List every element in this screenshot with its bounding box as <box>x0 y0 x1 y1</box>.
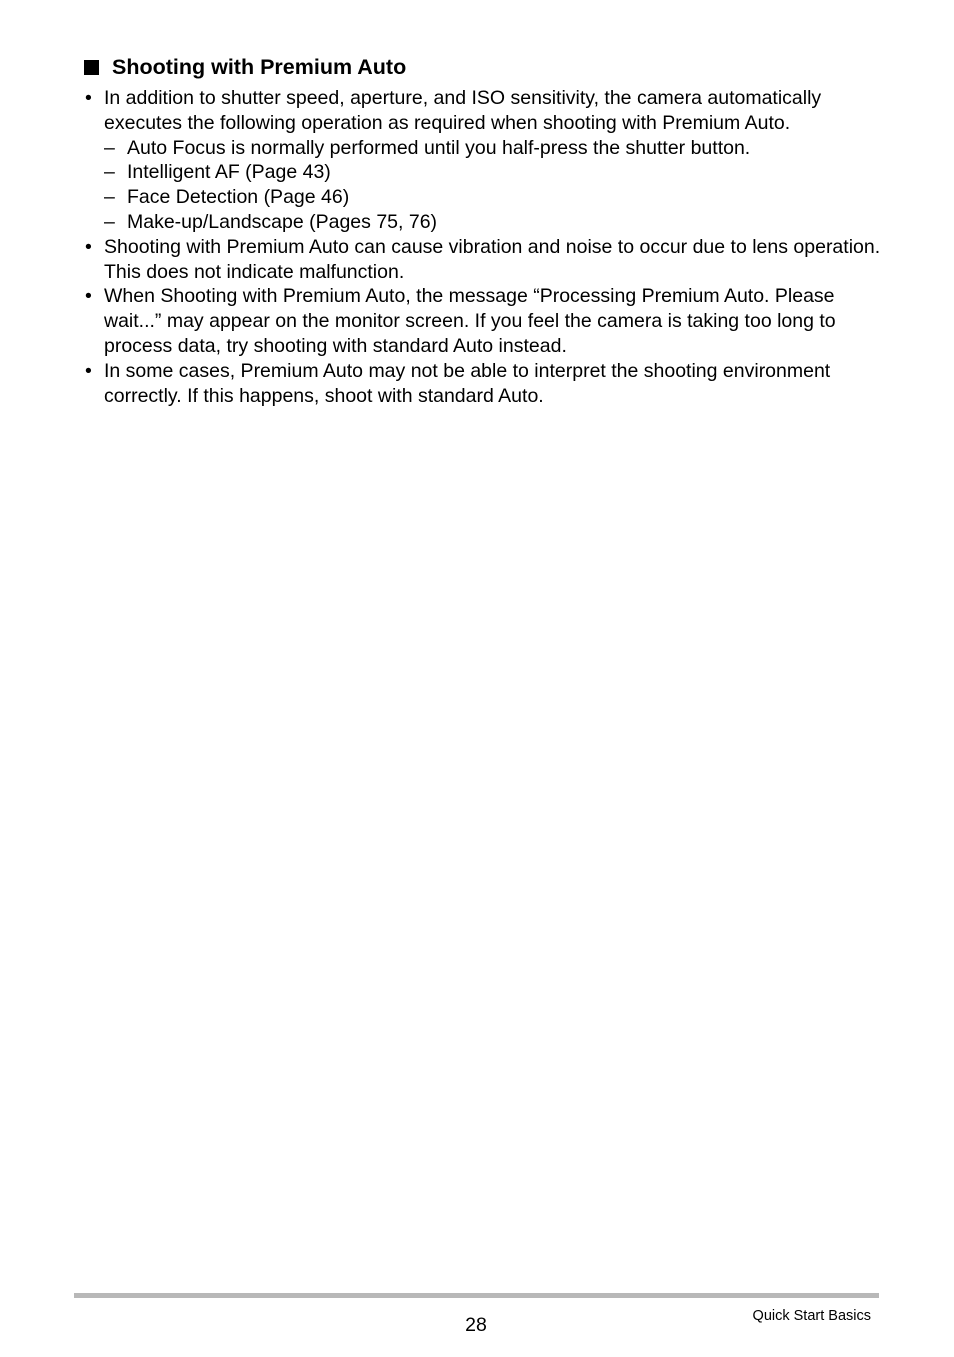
sub-list-item <box>104 185 884 210</box>
heading-square-icon <box>84 60 99 75</box>
list-item-text: In addition to shutter speed, aperture, and ISO sensitivity, the camera automatically executes the following operation as required when shooting with Premium Auto. <box>104 87 822 134</box>
page-number: 28 <box>465 1314 487 1336</box>
bullet-marker: • <box>85 359 92 382</box>
dash-marker: – <box>104 161 115 184</box>
footer-divider <box>74 1293 879 1298</box>
section-title: Shooting with Premium Auto <box>112 55 407 79</box>
bullet-marker: • <box>85 87 92 109</box>
list-item <box>84 359 884 409</box>
sub-list-item-text: Make-up/Landscape (Pages 75, 76) <box>127 210 438 233</box>
dash-marker: – <box>104 210 115 233</box>
bullet-marker: • <box>85 235 92 258</box>
list-item <box>84 235 884 285</box>
footer-section-name: Quick Start Basics <box>752 1308 871 1324</box>
list-item <box>84 86 884 136</box>
sub-list-item-text: Auto Focus is normally performed until you half-press the shutter button. <box>127 136 751 159</box>
sub-list-item <box>104 136 884 161</box>
list-item-text: Shooting with Premium Auto can cause vibration and noise to occur due to lens operation. This does not indicate malfunction. <box>104 235 881 283</box>
sub-list-item-text: Intelligent AF (Page 43) <box>127 161 331 184</box>
list-item <box>84 284 884 358</box>
list-item-text: In some cases, Premium Auto may not be able to interpret the shooting environment correctly. If this happens, shoot with standard Auto. <box>104 359 831 407</box>
sub-list-item-text: Face Detection (Page 46) <box>127 186 350 209</box>
bullet-marker: • <box>85 285 92 308</box>
bullet-list <box>84 86 884 408</box>
sub-list-item <box>104 210 884 235</box>
sub-list-item <box>104 160 884 185</box>
dash-marker: – <box>104 186 115 209</box>
section-heading <box>84 54 406 80</box>
dash-marker: – <box>104 136 115 159</box>
list-item-text: When Shooting with Premium Auto, the message “Processing Premium Auto. Please wait...” may appear on the monitor screen. If you feel the camera is taking too long to process data, try shooting with standard Auto instead. <box>104 285 836 357</box>
